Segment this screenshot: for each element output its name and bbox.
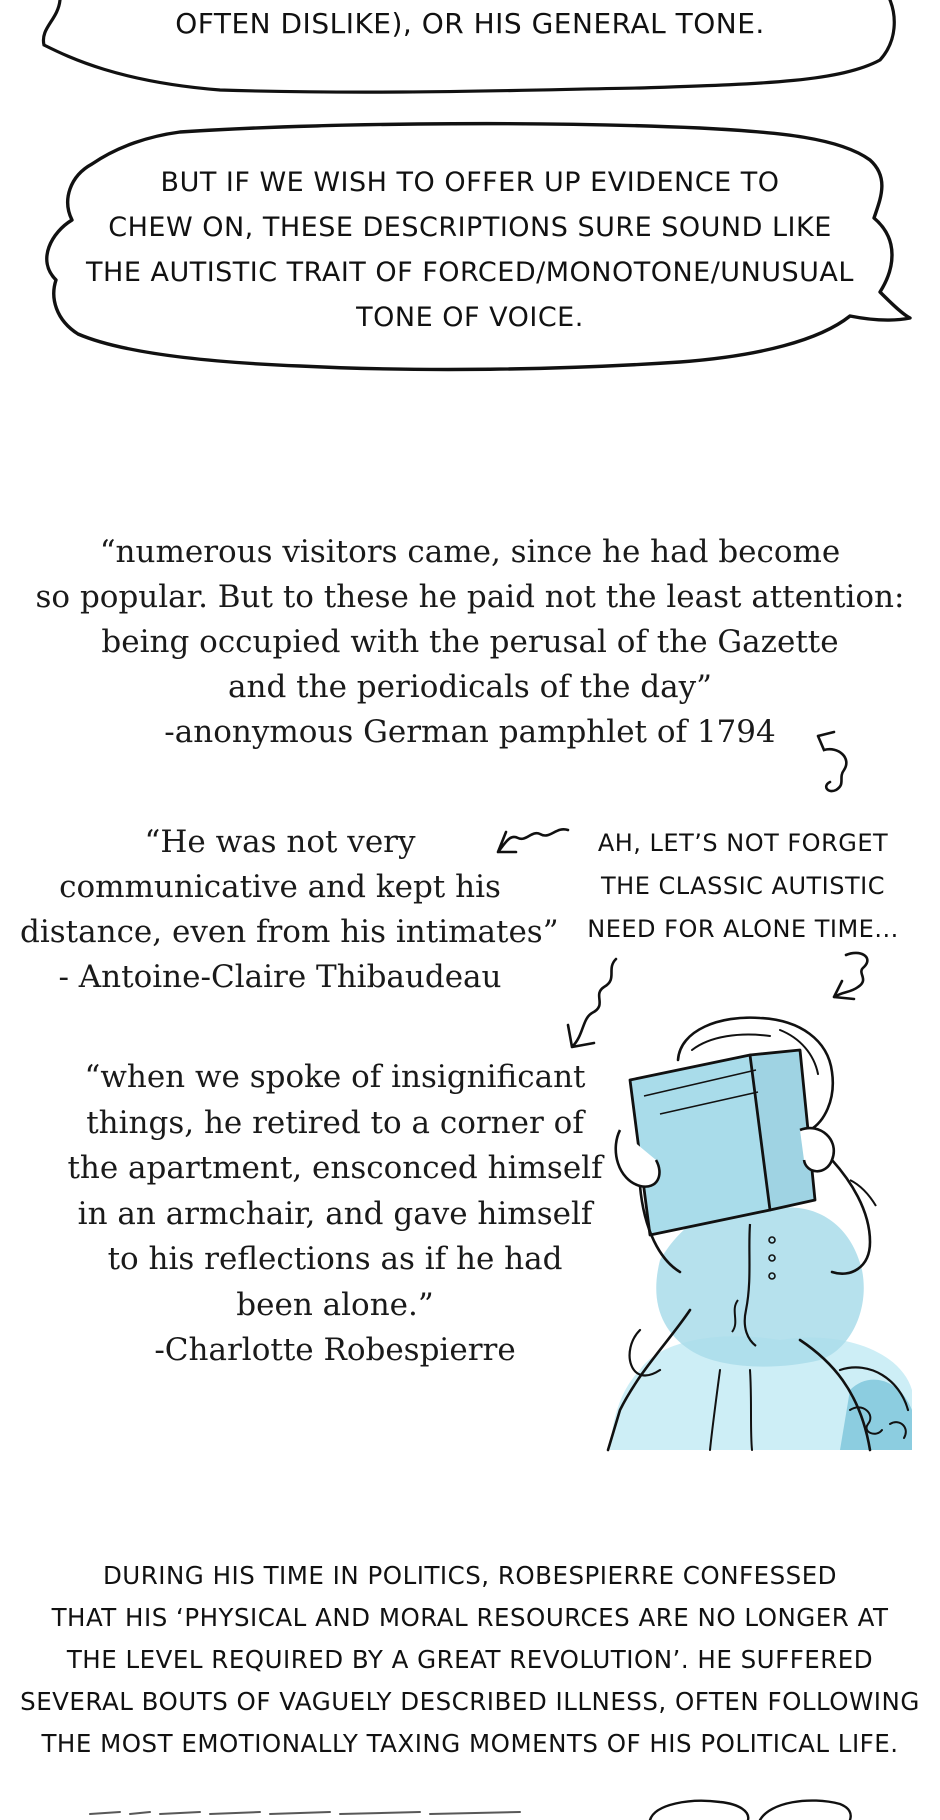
quote-pamphlet <box>20 530 920 755</box>
aside-note-line-1: AH, LET’S NOT FORGET <box>597 829 889 857</box>
narration-bottom <box>10 1555 930 1765</box>
quote-pamphlet-line-2: so popular. But to these he paid not the least attention: <box>35 579 905 615</box>
quote-charlotte-line-2: things, he retired to a corner of <box>86 1104 584 1141</box>
quote-thibaudeau-attribution: - Antoine-Claire Thibaudeau <box>58 959 502 995</box>
narration-line-2: THAT HIS ‘PHYSICAL AND MORAL RESOURCES ARE NO LONGER AT <box>51 1603 889 1632</box>
speech-bubble-evidence <box>70 160 870 340</box>
quote-pamphlet-line-1: “numerous visitors came, since he had become <box>99 534 841 570</box>
bubble-evidence-line-4: TONE OF VOICE. <box>356 302 584 333</box>
bubble-evidence-line-3: THE AUTISTIC TRAIT OF FORCED/MONOTONE/UNUSUAL <box>86 257 854 288</box>
bubble-top-line: OFTEN DISLIKE), OR HIS GENERAL TONE. <box>175 7 765 40</box>
quote-thibaudeau-line-3: distance, even from his intimates” <box>20 914 559 950</box>
quote-charlotte-line-5: to his reflections as if he had <box>107 1241 563 1277</box>
bottom-cutoff-sketch <box>0 1790 940 1820</box>
quote-charlotte-attribution: -Charlotte Robespierre <box>154 1332 516 1368</box>
narration-line-4: SEVERAL BOUTS OF VAGUELY DESCRIBED ILLNESS, OFTEN FOLLOWING <box>20 1687 920 1716</box>
speech-bubble-top <box>120 6 820 42</box>
reading-figure-illustration <box>600 1010 930 1450</box>
aside-note-line-3: NEED FOR ALONE TIME... <box>587 915 899 943</box>
quote-charlotte-line-3: the apartment, ensconced himself <box>67 1150 603 1186</box>
quote-charlotte <box>55 1055 615 1374</box>
aside-note-line-2: THE CLASSIC AUTISTIC <box>601 872 885 900</box>
quote-thibaudeau-line-2: communicative and kept his <box>59 869 501 905</box>
bubble-evidence-line-2: CHEW ON, THESE DESCRIPTIONS SURE SOUND LIKE <box>108 212 832 243</box>
narration-line-1: DURING HIS TIME IN POLITICS, ROBESPIERRE CONFESSED <box>102 1561 838 1590</box>
quote-thibaudeau-line-1: “He was not very <box>144 824 416 860</box>
quote-thibaudeau <box>20 820 559 1000</box>
quote-charlotte-line-4: in an armchair, and gave himself <box>77 1195 593 1232</box>
quote-charlotte-line-1: “when we spoke of insignificant <box>84 1059 586 1095</box>
quote-pamphlet-attribution: -anonymous German pamphlet of 1794 <box>164 714 776 750</box>
aside-note <box>578 822 908 951</box>
squiggle-arrow-icon <box>492 822 582 872</box>
quote-pamphlet-line-3: being occupied with the perusal of the Gazette <box>101 624 839 660</box>
narration-line-5: THE MOST EMOTIONALLY TAXING MOMENTS OF HIS POLITICAL LIFE. <box>41 1729 899 1758</box>
squiggle-arrow-icon <box>808 728 868 798</box>
narration-line-3: THE LEVEL REQUIRED BY A GREAT REVOLUTION’. HE SUFFERED <box>66 1645 874 1674</box>
quote-charlotte-line-6: been alone.” <box>236 1286 434 1323</box>
squiggle-arrow-icon <box>820 945 890 1015</box>
bubble-evidence-line-1: BUT IF WE WISH TO OFFER UP EVIDENCE TO <box>160 167 780 198</box>
quote-pamphlet-line-4: and the periodicals of the day” <box>228 669 712 705</box>
